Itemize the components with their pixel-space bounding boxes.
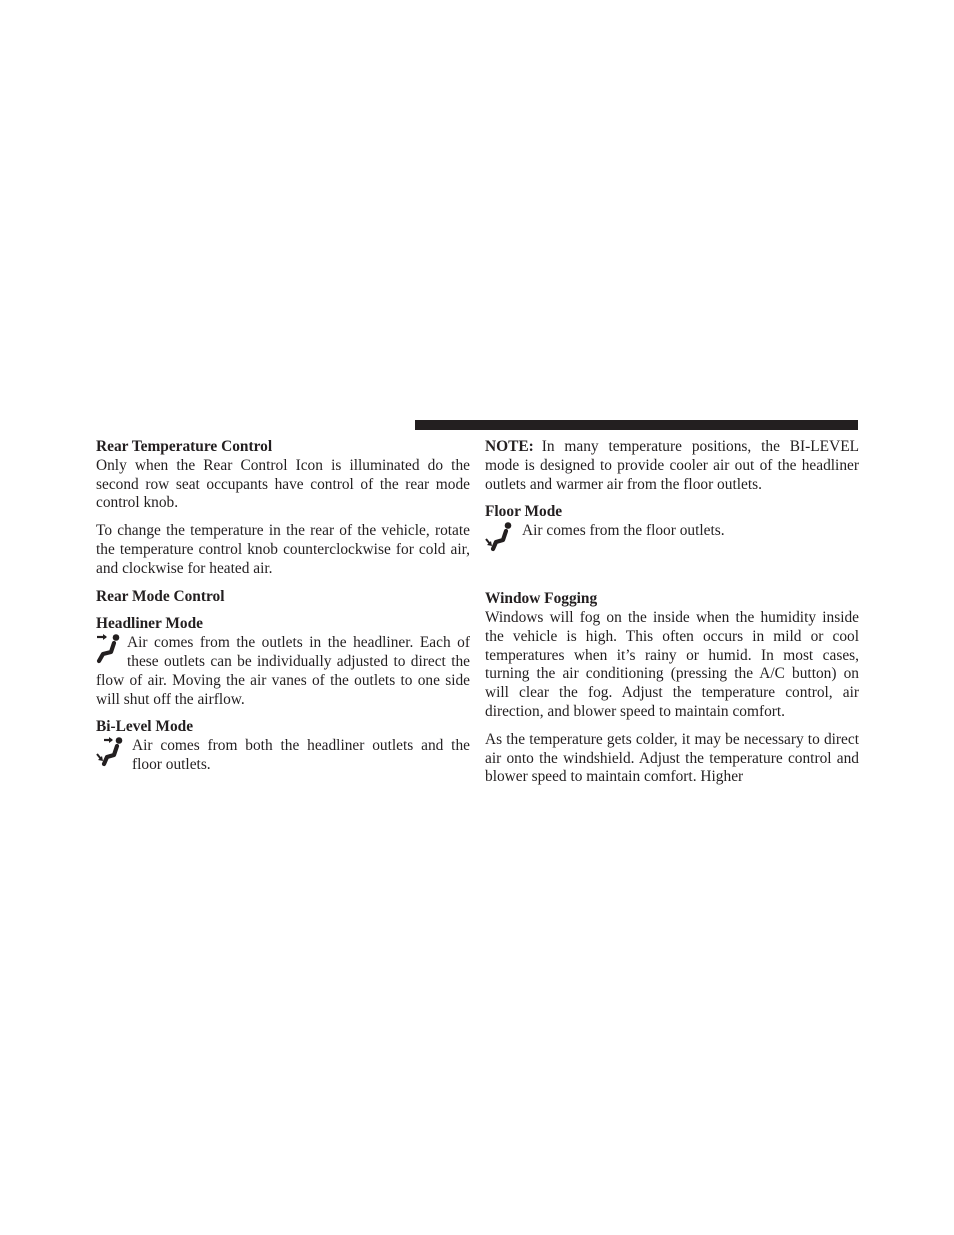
right-column [485, 438, 859, 787]
bi-level-mode-icon [96, 737, 127, 769]
section-rule [415, 420, 858, 430]
rear-temperature-text-2: To change the temperature in the rear of the vehicle, rotate the temperature control knob counterclockwise for cold air, and clockwise for heated air. [96, 522, 470, 577]
rear-temperature-text-1: Only when the Rear Control Icon is illuminated do the second row seat occupants have control of the rear mode control knob. [96, 456, 470, 512]
bi-level-mode-text: Air comes from both the headliner outlets and the floor outlets. [132, 737, 470, 773]
bi-level-mode-block [96, 737, 470, 775]
rear-mode-heading: Rear Mode Control [96, 587, 225, 605]
note-label: NOTE: [485, 438, 534, 455]
headliner-mode-text: Air comes from the outlets in the headliner. Each of these outlets can be individually adjusted to direct the flow of air. Moving the air vanes of the outlets to one side will shut off the airflow. [96, 634, 470, 708]
rear-temperature-heading: Rear Temperature Control [96, 438, 273, 455]
note-paragraph [485, 438, 859, 494]
window-fogging-text-2: As the temperature gets colder, it may be necessary to direct air onto the windshield. Adjust the temperature control and blower speed to maintain comfort. Higher [485, 730, 859, 786]
bi-level-mode-heading: Bi-Level Mode [96, 718, 194, 736]
left-column [96, 438, 470, 775]
headliner-mode-heading: Headliner Mode [96, 615, 204, 633]
floor-mode-heading: Floor Mode [485, 503, 563, 521]
floor-mode-text: Air comes from the floor outlets. [522, 522, 725, 540]
headliner-mode-icon [96, 634, 122, 666]
floor-mode-icon [485, 522, 517, 554]
window-fogging-text-1: Windows will fog on the inside when the humidity inside the vehicle is high. This often occurs in mild or cool temperatures when it’s rainy or humid. In most cases, turning the air conditioning (pressing the A/C button) on will clear the fog. Adjust the temperature control, air direction, and blower speed to maintain comfort. [485, 608, 859, 720]
window-fogging-heading: Window Fogging [485, 590, 598, 608]
floor-mode-block [485, 522, 859, 554]
note-text: In many temperature positions, the BI-LEVEL mode is designed to provide cooler air out of the headliner outlets and warmer air from the floor outlets. [485, 438, 859, 493]
headliner-mode-block [96, 634, 470, 709]
